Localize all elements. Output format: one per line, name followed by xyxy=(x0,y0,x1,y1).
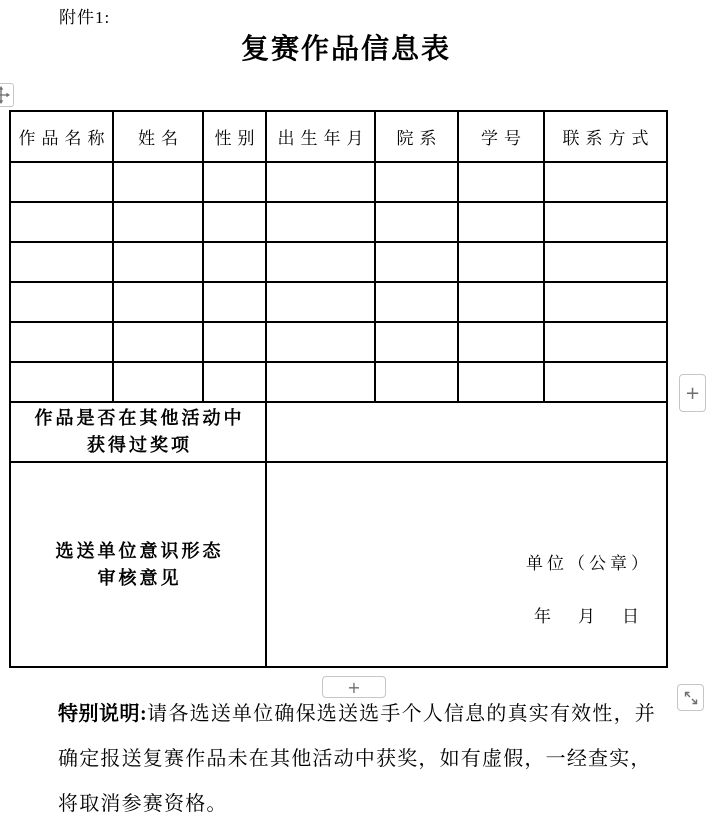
date-text: 年 月 日 xyxy=(534,606,644,626)
table-cell[interactable] xyxy=(113,162,203,202)
add-row-button[interactable]: + xyxy=(322,676,386,698)
table-cell[interactable] xyxy=(458,322,544,362)
table-cell[interactable] xyxy=(266,162,375,202)
review-label-line2: 审核意见 xyxy=(97,567,182,588)
table-row xyxy=(10,362,667,402)
table-cell[interactable] xyxy=(10,242,113,282)
award-row xyxy=(10,402,667,462)
table-cell[interactable] xyxy=(458,282,544,322)
header-cell-birth[interactable]: 出生年月 xyxy=(266,111,375,162)
table-cell[interactable] xyxy=(544,242,667,282)
table-resize-handle[interactable] xyxy=(677,684,704,711)
table-cell[interactable] xyxy=(113,322,203,362)
table-cell[interactable] xyxy=(203,322,266,362)
seal-text: 单位（公章） xyxy=(526,553,652,573)
note-label: 特别说明: xyxy=(58,703,148,725)
table-cell[interactable] xyxy=(203,282,266,322)
table-cell[interactable] xyxy=(375,162,458,202)
table-cell[interactable] xyxy=(544,322,667,362)
table-cell[interactable] xyxy=(266,202,375,242)
table-row xyxy=(10,322,667,362)
table-row xyxy=(10,162,667,202)
table-cell[interactable] xyxy=(266,362,375,402)
table-cell[interactable] xyxy=(375,282,458,322)
table-cell[interactable] xyxy=(458,202,544,242)
header-cell-work-name[interactable]: 作品名称 xyxy=(10,111,113,162)
table-cell[interactable] xyxy=(544,282,667,322)
table-cell[interactable] xyxy=(113,282,203,322)
table-cell[interactable] xyxy=(203,242,266,282)
special-note xyxy=(58,692,662,827)
add-column-button[interactable]: + xyxy=(679,374,706,412)
table-cell[interactable] xyxy=(266,282,375,322)
table-cell[interactable] xyxy=(203,202,266,242)
table-cell[interactable] xyxy=(113,362,203,402)
table-move-icon xyxy=(0,86,10,104)
table-cell[interactable] xyxy=(10,362,113,402)
table-cell[interactable] xyxy=(203,162,266,202)
table-cell[interactable] xyxy=(10,282,113,322)
review-label-cell xyxy=(10,462,266,667)
header-cell-student-id[interactable]: 学号 xyxy=(458,111,544,162)
page-title: 复赛作品信息表 xyxy=(240,34,451,65)
review-value-cell[interactable] xyxy=(266,462,667,667)
table-cell[interactable] xyxy=(266,322,375,362)
table-cell[interactable] xyxy=(375,322,458,362)
table-row xyxy=(10,282,667,322)
table-cell[interactable] xyxy=(10,162,113,202)
table-cell[interactable] xyxy=(375,202,458,242)
table-cell[interactable] xyxy=(203,362,266,402)
table-cell[interactable] xyxy=(375,242,458,282)
table-cell[interactable] xyxy=(544,362,667,402)
award-label-line2: 获得过奖项 xyxy=(87,435,192,455)
header-cell-name[interactable]: 姓名 xyxy=(113,111,203,162)
table-cell[interactable] xyxy=(10,322,113,362)
table-cell[interactable] xyxy=(113,202,203,242)
table-cell[interactable] xyxy=(544,162,667,202)
header-cell-gender[interactable]: 性别 xyxy=(203,111,266,162)
note-line2: 并确定报送复赛作品未在其他活动中获奖，如有虚假，一 xyxy=(58,703,656,770)
table-cell[interactable] xyxy=(458,162,544,202)
attachment-label: 附件1: xyxy=(59,8,111,27)
table-row xyxy=(10,242,667,282)
header-cell-contact[interactable]: 联系方式 xyxy=(544,111,667,162)
table-cell[interactable] xyxy=(375,362,458,402)
note-line1: 请各选送单位确保选送选手个人信息的真实有效性， xyxy=(147,703,635,725)
table-cell[interactable] xyxy=(544,202,667,242)
note-line3: 经查实，将取消参赛资格。 xyxy=(58,748,652,815)
award-label-cell xyxy=(10,402,266,462)
header-row xyxy=(10,111,667,162)
table-cell[interactable] xyxy=(10,202,113,242)
award-label-line1: 作品是否在其他活动中 xyxy=(34,408,245,428)
table-resize-icon xyxy=(683,690,699,706)
review-label-line1: 选送单位意识形态 xyxy=(55,540,224,561)
award-value-cell[interactable] xyxy=(266,402,667,462)
review-row xyxy=(10,462,667,667)
table-cell[interactable] xyxy=(458,242,544,282)
seal-block xyxy=(267,503,666,627)
table-row xyxy=(10,202,667,242)
header-cell-department[interactable]: 院系 xyxy=(375,111,458,162)
table-cell[interactable] xyxy=(266,242,375,282)
table-move-handle[interactable] xyxy=(0,83,14,107)
table-cell[interactable] xyxy=(113,242,203,282)
table-cell[interactable] xyxy=(458,362,544,402)
info-table xyxy=(9,110,668,668)
